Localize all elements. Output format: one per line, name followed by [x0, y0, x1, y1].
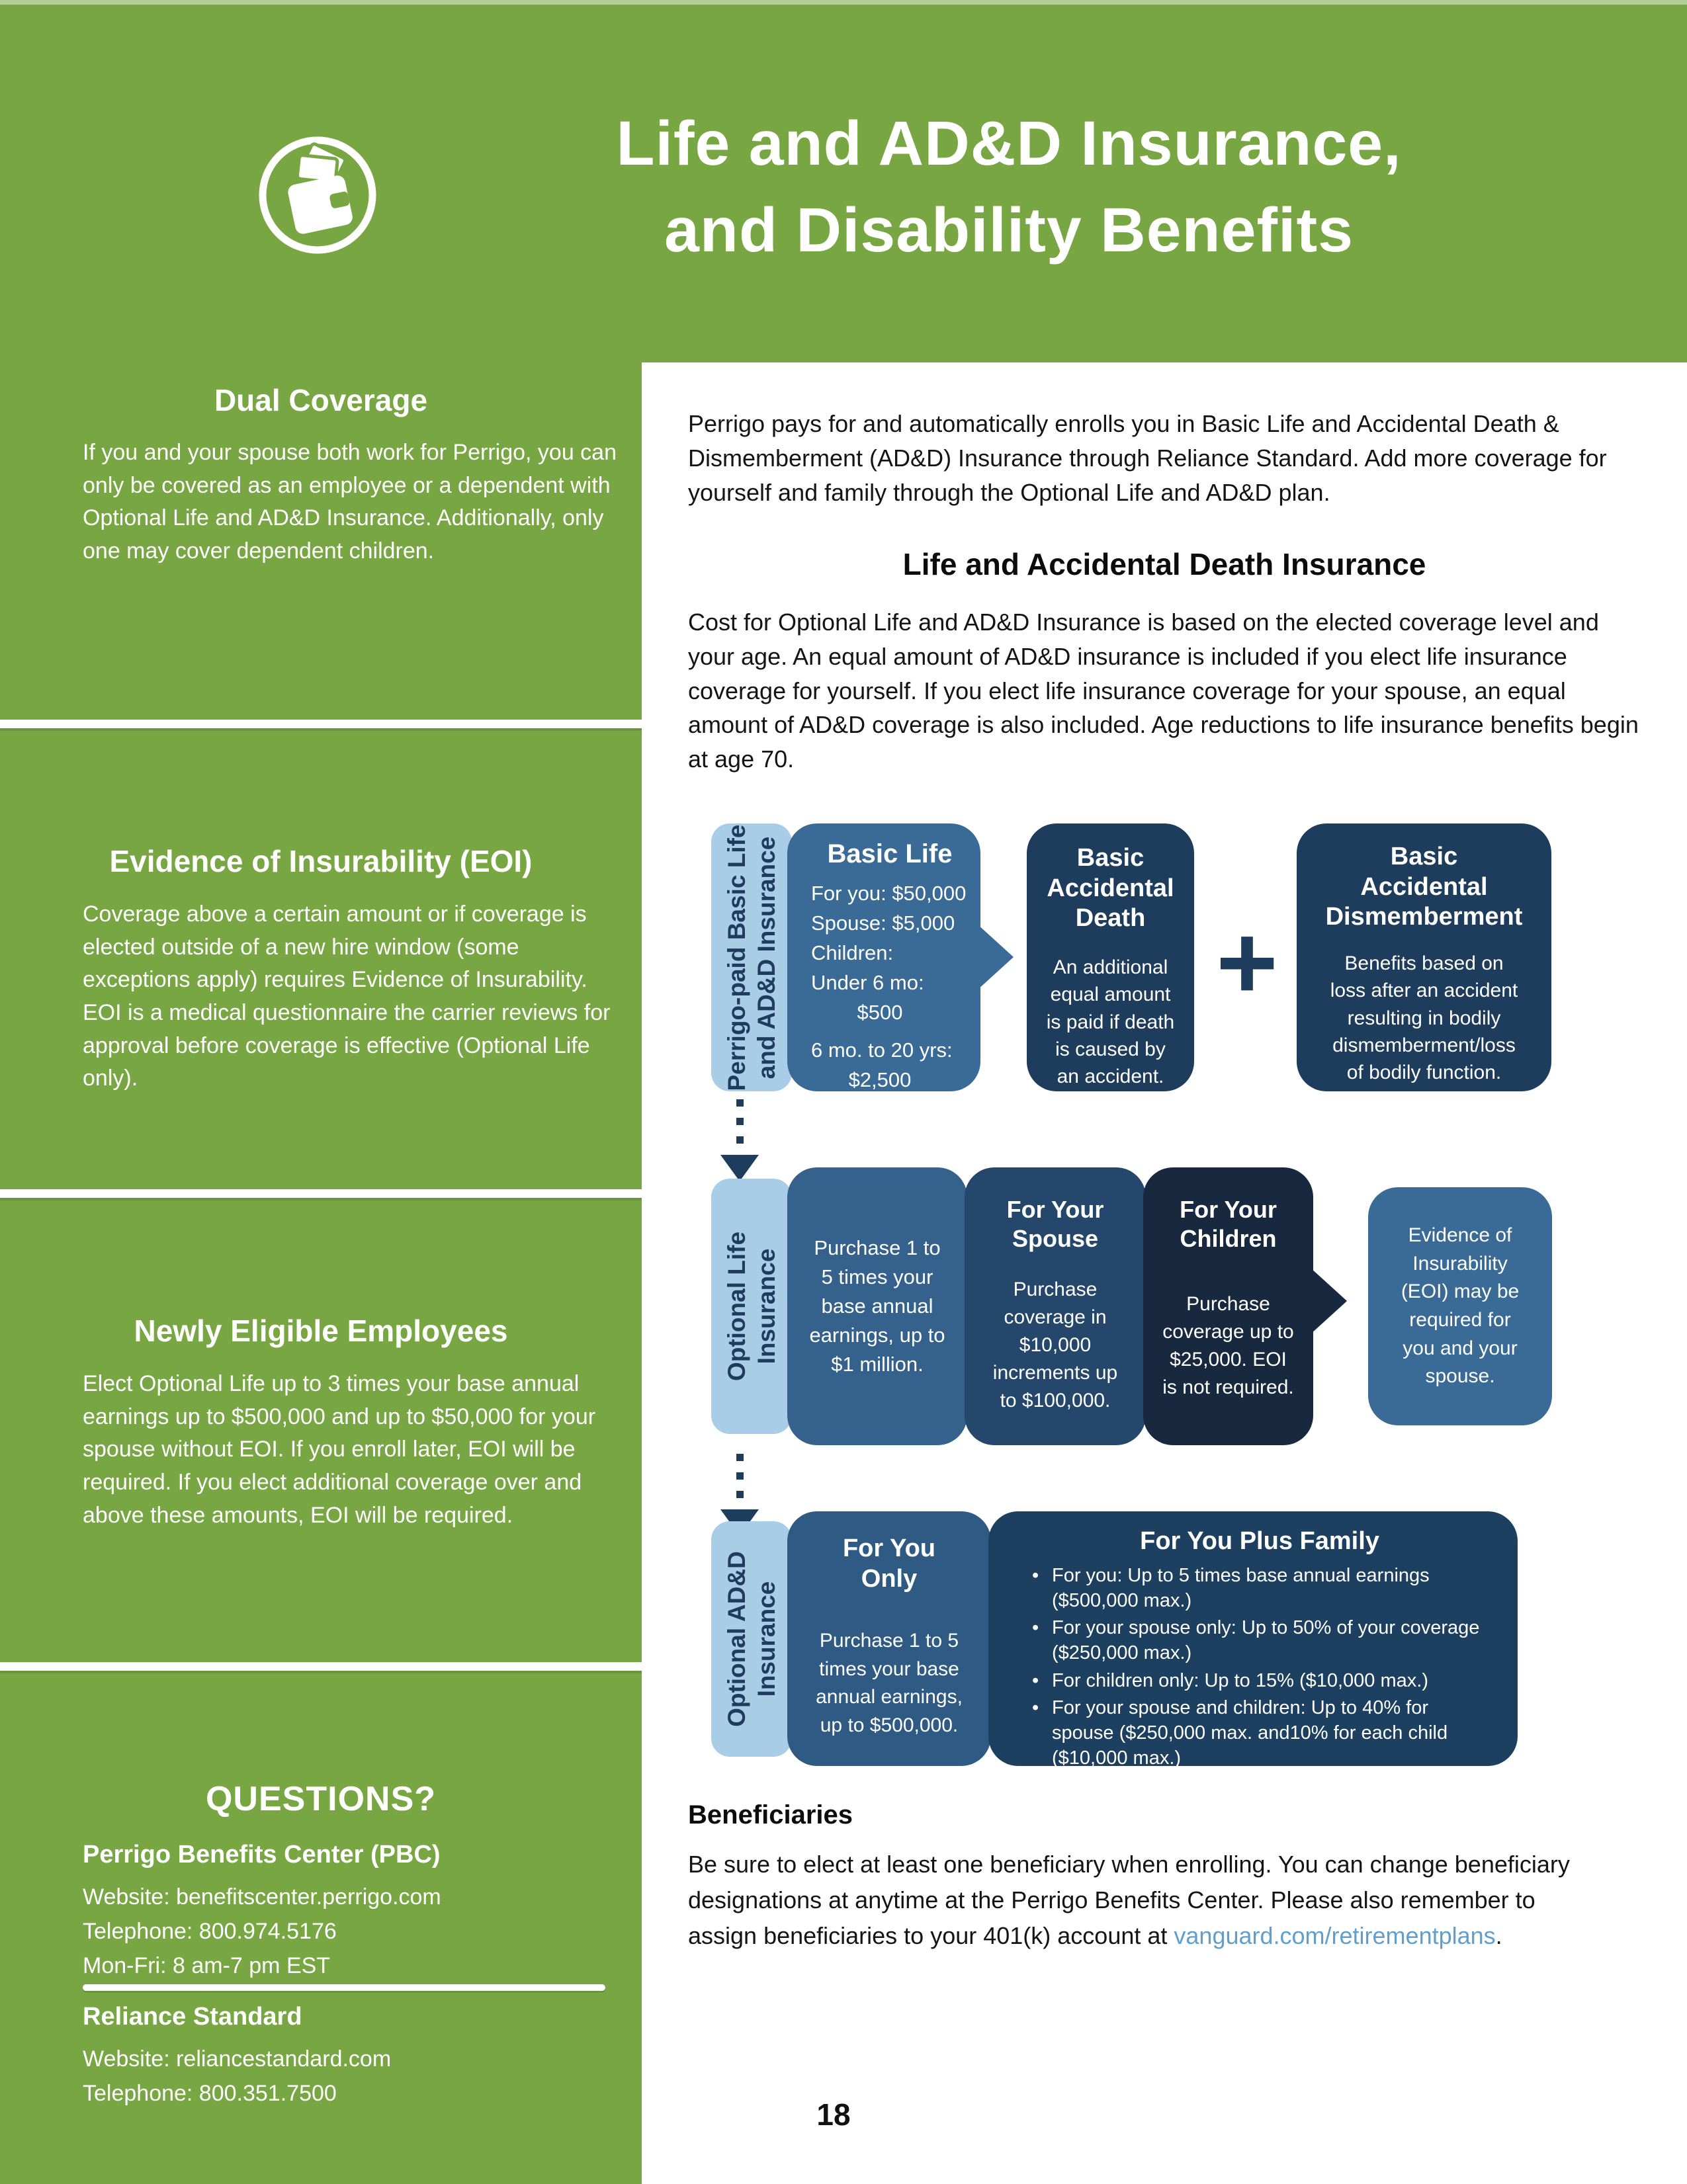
- flow-arrow-down-icon: [720, 1099, 759, 1181]
- for-you-plus-family-bullets: [1029, 1564, 1490, 1771]
- wallet-money-icon: [255, 132, 380, 258]
- page-title-line1: Life and AD&D Insurance,: [616, 108, 1402, 179]
- contact-telephone: Telephone: 800.974.5176: [83, 1919, 337, 1945]
- basic-life-box: [787, 823, 980, 1091]
- bullet-item: • For you: Up to 5 times base annual earnings ($500,000 max.): [1029, 1564, 1490, 1613]
- for-your-children-title: For Your Children: [1180, 1196, 1277, 1252]
- contact-website: Website: reliancestandard.com: [83, 2046, 392, 2072]
- beneficiaries-text-after: .: [1495, 1922, 1502, 1949]
- sidebar-heading-newly-eligible: Newly Eligible Employees: [134, 1314, 508, 1348]
- top-edge-strip: [0, 0, 1687, 5]
- basic-accidental-dismemberment-body: Benefits based on loss after an accident resulting in bodily dismemberment/loss of bodily function.: [1330, 952, 1518, 1084]
- contact-divider: [83, 1984, 605, 1991]
- row-label-line2: Insurance: [753, 1248, 780, 1365]
- row-label-line1: Optional AD&D: [722, 1551, 750, 1727]
- row-label-line1: Optional Life: [722, 1231, 750, 1382]
- for-your-spouse-body: Purchase coverage in $10,000 increments up to $100,000.: [992, 1278, 1118, 1411]
- sidebar-heading-dual-coverage: Dual Coverage: [214, 383, 428, 417]
- flow-arrow-right-icon: [1311, 1268, 1347, 1334]
- for-your-children-body: Purchase coverage up to $25,000. EOI is not required.: [1162, 1292, 1294, 1398]
- for-you-only-body: Purchase 1 to 5 times your base annual earnings, up to $500,000.: [816, 1630, 963, 1736]
- basic-accidental-death-box: [1027, 823, 1194, 1091]
- contact-hours: Mon-Fri: 8 am-7 pm EST: [83, 1953, 331, 1979]
- optional-life-purchase-body: Purchase 1 to 5 times your base annual earnings, up to $1 million.: [809, 1236, 945, 1376]
- section-heading: Life and Accidental Death Insurance: [902, 547, 1426, 581]
- contact-lines-reliance: [83, 2042, 619, 2111]
- row-label-optional-life: [711, 1179, 792, 1434]
- page-title: [503, 101, 1515, 274]
- for-you-plus-family-title: For You Plus Family: [1140, 1527, 1379, 1555]
- optional-life-purchase-box: [787, 1167, 967, 1445]
- plus-icon: +: [1216, 903, 1278, 1021]
- bullet-item: • For your spouse and children: Up to 40% for spouse ($250,000 max. and10% for each child ($10,000 max.): [1029, 1696, 1490, 1771]
- sidebar-body-dual-coverage: If you and your spouse both work for Perrigo, you can only be covered as an employee or a dependent with Optional Life and AD&D Insurance. Additionally, only one may cover dependent children.: [83, 440, 617, 564]
- basic-accidental-death-body: An additional equal amount is paid if death is caused by an accident.: [1046, 956, 1175, 1088]
- flow-arrow-right-icon: [977, 924, 1014, 990]
- for-your-children-box: [1143, 1167, 1313, 1445]
- row-label-line2: and AD&D Insurance: [753, 836, 780, 1079]
- basic-life-line: 6 mo. to 20 yrs:: [811, 1038, 953, 1062]
- bullet-item: • For children only: Up to 15% ($10,000 max.): [1029, 1669, 1490, 1694]
- sidebar-body-eoi: Coverage above a certain amount or if coverage is elected outside of a new hire window (some exceptions apply) requires Evidence of Insurability. EOI is a medical questionnaire the carrier reviews for approval before coverage is effective (Optional Life only).: [83, 902, 611, 1091]
- basic-life-line: For you: $50,000: [811, 882, 967, 905]
- basic-accidental-dismemberment-box: [1297, 823, 1551, 1091]
- section-divider: [0, 1189, 642, 1198]
- basic-life-line: Children:: [811, 941, 894, 964]
- for-your-spouse-box: [965, 1167, 1146, 1445]
- for-you-plus-family-box: [988, 1511, 1518, 1769]
- page-number: 18: [816, 2097, 851, 2132]
- row-label-optional-add: [711, 1521, 792, 1757]
- vanguard-link[interactable]: vanguard.com/retirementplans: [1174, 1922, 1496, 1949]
- beneficiaries-text: Be sure to elect at least one beneficiary when enrolling. You can change beneficiary designations at anytime at the Perrigo Benefits Center. Please also remember to assign beneficiaries to your 401(k) account at: [688, 1851, 1570, 1949]
- contact-telephone: Telephone: 800.351.7500: [83, 2081, 337, 2107]
- basic-life-line: $2,500: [848, 1068, 912, 1091]
- row-label-perrigo-paid: [711, 823, 792, 1091]
- beneficiaries-paragraph: [688, 1847, 1608, 1954]
- for-your-spouse-title: For Your Spouse: [1006, 1196, 1104, 1252]
- row-label-line1: Perrigo-paid Basic Life: [722, 824, 750, 1091]
- contact-website: Website: benefitscenter.perrigo.com: [83, 1884, 441, 1910]
- basic-accidental-death-title: Basic Accidental Death: [1047, 844, 1174, 933]
- page-title-line2: and Disability Benefits: [664, 195, 1354, 266]
- contact-lines-pbc: [83, 1880, 619, 1983]
- sidebar-body-newly-eligible: Elect Optional Life up to 3 times your base annual earnings up to $500,000 and up to $50,000 for your spouse without EOI. If you enroll later, EOI will be required. If you elect additional coverage over and above these amounts, EOI will be required.: [83, 1371, 596, 1528]
- sidebar-heading-eoi: Evidence of Insurability (EOI): [109, 844, 533, 878]
- basic-life-title: Basic Life: [827, 839, 953, 868]
- eoi-note-box: [1368, 1187, 1552, 1425]
- basic-life-line: Spouse: $5,000: [811, 911, 955, 935]
- basic-life-line: Under 6 mo:: [811, 971, 924, 994]
- bullet-item: • For your spouse only: Up to 50% of your coverage ($250,000 max.): [1029, 1616, 1490, 1665]
- questions-heading: QUESTIONS?: [205, 1780, 437, 1818]
- contact-name-reliance: Reliance Standard: [83, 2003, 302, 2031]
- for-you-only-title: For You Only: [842, 1534, 936, 1593]
- basic-accidental-dismemberment-title: Basic Accidental Dismemberment: [1325, 843, 1523, 931]
- basic-life-line: $500: [857, 1001, 903, 1024]
- section-divider: [0, 1662, 642, 1671]
- eoi-note-body: Evidence of Insurability (EOI) may be required for you and your spouse.: [1401, 1224, 1520, 1388]
- row-label-line2: Insurance: [753, 1581, 780, 1697]
- contact-name-pbc: Perrigo Benefits Center (PBC): [83, 1841, 441, 1869]
- section-divider: [0, 720, 642, 728]
- for-you-only-box: [787, 1511, 991, 1766]
- beneficiaries-heading: Beneficiaries: [688, 1800, 853, 1829]
- intro-paragraph: Perrigo pays for and automatically enrolls you in Basic Life and Accidental Death & Dismemberment (AD&D) Insurance through Reliance Standard. Add more coverage for yourself and family through the Optional Life and AD&D plan.: [688, 410, 1607, 506]
- section-paragraph: Cost for Optional Life and AD&D Insurance is based on the elected coverage level and your age. An equal amount of AD&D insurance is included if you elect life insurance coverage for yourself. If you elect life insurance coverage for your spouse, an equal amount of AD&D coverage is also included. Age reductions to life insurance benefits begin at age 70.: [688, 609, 1639, 773]
